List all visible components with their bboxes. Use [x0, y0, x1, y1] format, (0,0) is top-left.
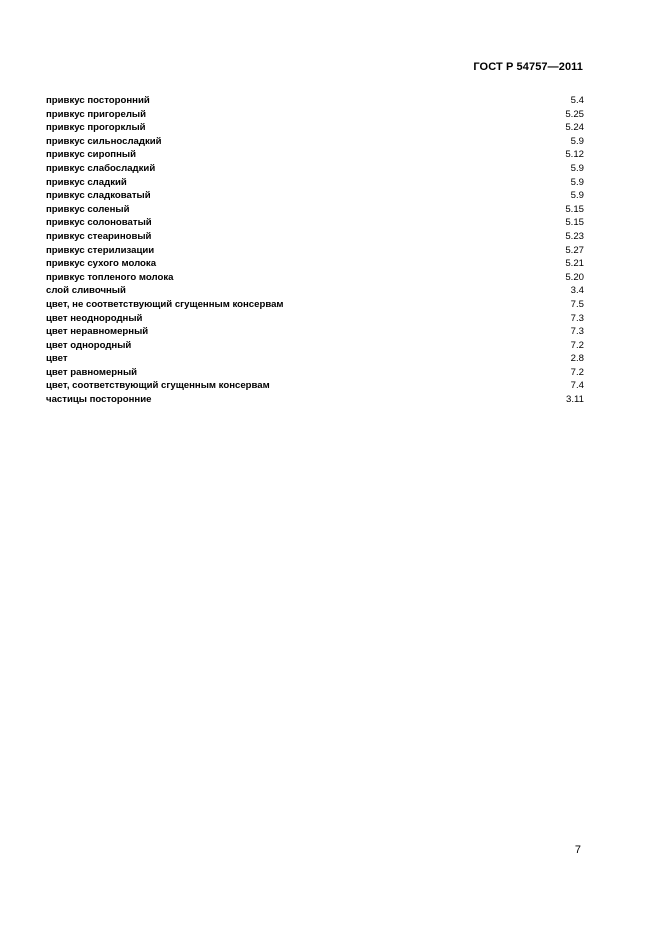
index-entry — [46, 298, 584, 312]
index-term: привкус сладковатый — [46, 190, 151, 202]
index-term: привкус прогорклый — [46, 122, 146, 134]
index-term: привкус сильносладкий — [46, 135, 162, 147]
index-term: привкус солоноватый — [46, 217, 152, 229]
document-header-code: ГОСТ Р 54757—2011 — [473, 61, 583, 73]
index-section-ref: 5.24 — [565, 122, 584, 134]
index-section-ref: 5.9 — [570, 135, 584, 147]
index-term: частицы посторонние — [46, 394, 152, 406]
index-section-ref: 7.3 — [570, 312, 584, 324]
page-number: 7 — [574, 844, 581, 856]
index-term: привкус стерилизации — [46, 244, 155, 256]
index-section-ref: 5.15 — [565, 217, 584, 229]
index-section-ref: 5.9 — [570, 162, 584, 174]
index-term: привкус сиропный — [46, 149, 136, 161]
index-entry — [46, 94, 584, 108]
index-section-ref: 5.12 — [565, 149, 584, 161]
index-term: привкус стеариновый — [46, 230, 152, 242]
index-term: цвет неоднородный — [46, 312, 143, 324]
index-section-ref: 5.23 — [565, 230, 584, 242]
index-entry — [46, 162, 584, 176]
index-entry — [46, 271, 584, 285]
index-section-ref: 5.9 — [570, 176, 584, 188]
index-section-ref: 5.20 — [565, 271, 584, 283]
index-entry — [46, 379, 584, 393]
index-term: слой сливочный — [46, 285, 126, 297]
index-section-ref: 5.25 — [565, 108, 584, 120]
index-term: цвет, не соответствующий сгущенным консервам — [46, 298, 284, 310]
index-term: привкус слабосладкий — [46, 162, 156, 174]
index-section-ref: 7.4 — [570, 380, 584, 392]
index-term: привкус соленый — [46, 203, 130, 215]
index-entry — [46, 284, 584, 298]
index-section-ref: 3.4 — [570, 285, 584, 297]
index-entry — [46, 339, 584, 353]
index-entry — [46, 230, 584, 244]
index-section-ref: 3.11 — [566, 394, 584, 406]
index-term: привкус топленого молока — [46, 271, 174, 283]
index-entry — [46, 257, 584, 271]
index-entry — [46, 176, 584, 190]
term-index-list — [46, 94, 584, 407]
index-section-ref: 7.5 — [570, 298, 584, 310]
index-entry — [46, 121, 584, 135]
index-entry — [46, 244, 584, 258]
index-term: привкус посторонний — [46, 95, 150, 106]
index-term: цвет равномерный — [46, 366, 138, 378]
index-entry — [46, 366, 584, 380]
index-entry — [46, 325, 584, 339]
index-entry — [46, 135, 584, 149]
index-entry — [46, 108, 584, 122]
index-section-ref: 5.27 — [565, 244, 584, 256]
index-section-ref: 5.4 — [570, 95, 584, 106]
index-entry — [46, 189, 584, 203]
index-section-ref: 2.8 — [570, 353, 584, 365]
index-entry — [46, 393, 584, 407]
index-term: цвет однородный — [46, 339, 132, 351]
index-term: привкус сладкий — [46, 176, 127, 188]
index-term: привкус пригорелый — [46, 108, 147, 120]
index-section-ref: 7.2 — [570, 339, 584, 351]
index-term: цвет — [46, 353, 68, 365]
index-term: цвет неравномерный — [46, 326, 149, 338]
index-section-ref: 5.9 — [570, 190, 584, 202]
index-entry — [46, 352, 584, 366]
index-term: цвет, соответствующий сгущенным консервам — [46, 380, 270, 392]
index-section-ref: 5.21 — [565, 258, 584, 270]
index-section-ref: 7.2 — [570, 366, 584, 378]
index-section-ref: 7.3 — [570, 326, 584, 338]
index-section-ref: 5.15 — [565, 203, 584, 215]
index-entry — [46, 216, 584, 230]
index-entry — [46, 312, 584, 326]
index-entry — [46, 148, 584, 162]
index-term: привкус сухого молока — [46, 258, 157, 270]
index-entry — [46, 203, 584, 217]
